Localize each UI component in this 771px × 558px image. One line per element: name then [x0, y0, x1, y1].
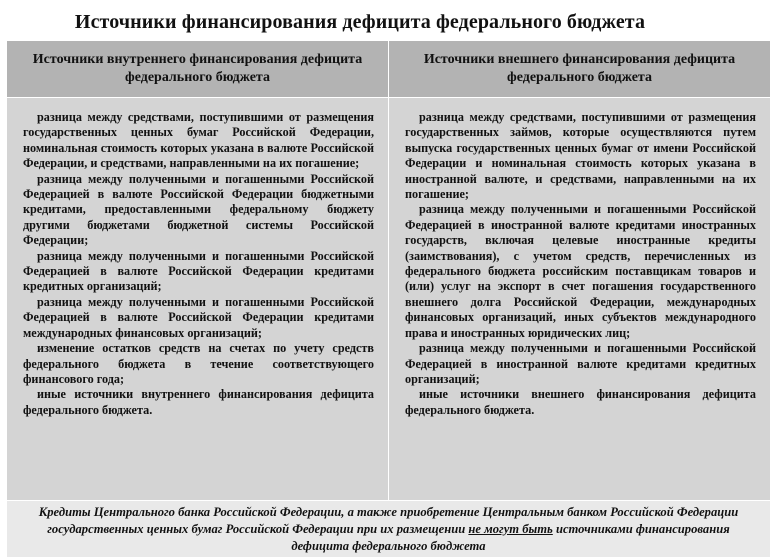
list-item: разница между средствами, поступившими от размещения государственных займов, которые осуществляются путем выпуска государственных ценных бумаг от имени Российской Федерации и номинальная стоимость которых указана в иностранной валюте, и средствами, направленными на их погашение;	[405, 110, 756, 202]
page-title: Источники финансирования дефицита федерального бюджета	[74, 11, 646, 33]
internal-sources-list	[7, 98, 389, 501]
note-text-after: источниками финансирования дефицита федерального бюджета	[291, 521, 730, 553]
central-bank-note	[7, 501, 771, 558]
list-item: иные источники внутреннего финансирования дефицита федерального бюджета.	[23, 387, 374, 417]
list-item: разница между полученными и погашенными Российской Федерацией в валюте Российской Федерации бюджетными кредитами, предоставленными федеральному бюджету другими бюджетами бюджетной системы Российской Федерации;	[23, 171, 374, 248]
table-footer-row	[7, 501, 771, 558]
note-emphasis: не могут быть	[468, 521, 553, 536]
list-item: изменение остатков средств на счетах по учету средств федерального бюджета в течение соответствующего финансового года;	[23, 341, 374, 386]
note-text-before: Кредиты Центрального банка Российской Федерации, а также приобретение Центральным банком Российской Федерации государственных ценных бумаг Российской Федерации при их размещении	[38, 504, 739, 536]
list-item: разница между полученными и погашенными Российской Федерацией в валюте Российской Федерации кредитами кредитных организаций;	[23, 248, 374, 294]
internal-sources-header: Источники внутреннего финансирования дефицита федерального бюджета	[7, 41, 389, 98]
external-sources-list	[389, 98, 771, 501]
financing-sources-table	[6, 40, 771, 558]
list-item: разница между полученными и погашенными Российской Федерацией в иностранной валюте кредитами иностранных государств, включая целевые иностранные кредиты (заимствования), с учетом средств, перечисленных из федерального бюджета российским поставщикам товаров и (или) услуг на экспорт в счет погашения государственного внешнего долга Российской Федерации, международных финансовых организаций, иных субъектов международного права и иностранных юридических лиц;	[405, 202, 756, 340]
external-sources-header: Источники внешнего финансирования дефицита федерального бюджета	[389, 41, 771, 98]
list-item: разница между полученными и погашенными Российской Федерацией в валюте Российской Федерации кредитами международных финансовых организаций;	[23, 294, 374, 340]
list-item: иные источники внешнего финансирования дефицита федерального бюджета.	[405, 387, 756, 417]
list-item: разница между полученными и погашенными Российской Федерацией в иностранной валюте кредитами кредитных организаций;	[405, 341, 756, 386]
list-item: разница между средствами, поступившими от размещения государственных ценных бумаг Российской Федерации, номинальная стоимость которых указана в валюте Российской Федерации, и средствами, направленными на их погашение;	[23, 110, 374, 171]
table-body-row	[7, 98, 771, 501]
table-header-row	[7, 41, 771, 98]
